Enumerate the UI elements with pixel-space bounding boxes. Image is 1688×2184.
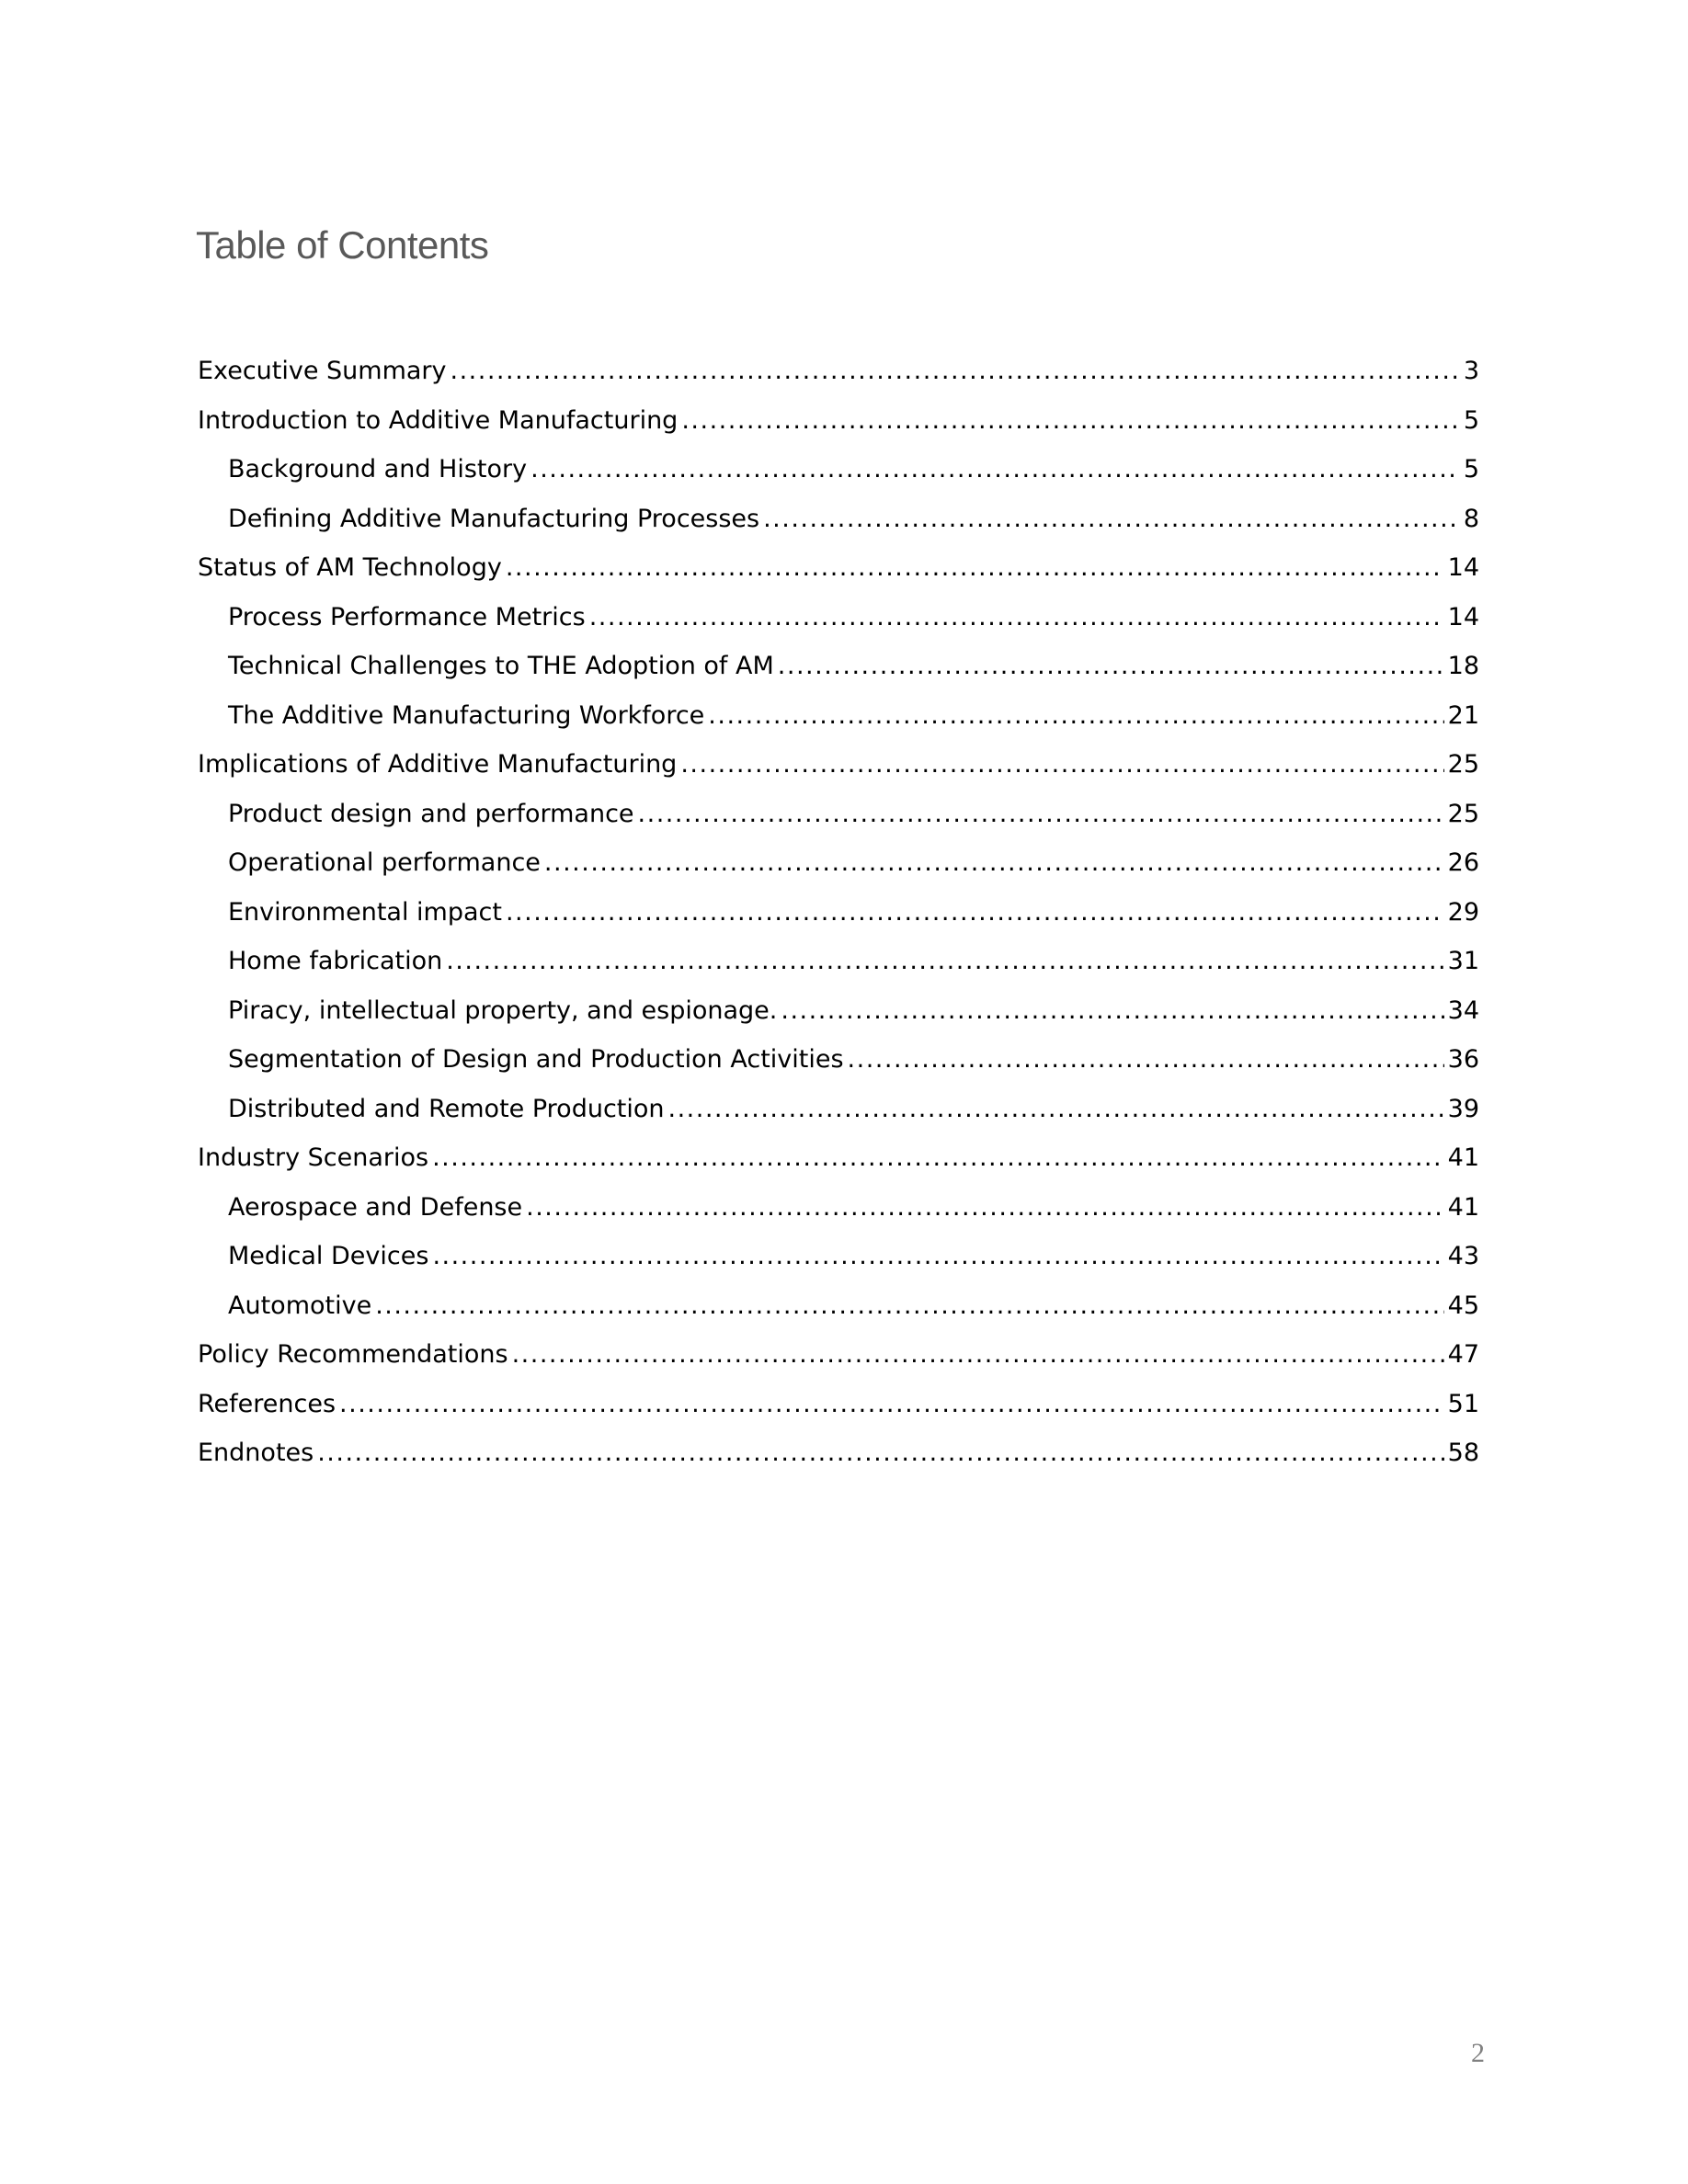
- toc-entry-title[interactable]: Aerospace and Defense: [228, 1192, 523, 1222]
- toc-entry-page-number[interactable]: 5: [1463, 405, 1479, 435]
- toc-entry-title[interactable]: Implications of Additive Manufacturing: [198, 750, 678, 779]
- dot-leader: [848, 1035, 1444, 1085]
- table-of-contents: [198, 347, 1479, 1478]
- toc-entry-title[interactable]: Environmental impact: [228, 897, 502, 927]
- toc-entry-page-number[interactable]: 18: [1447, 652, 1479, 680]
- toc-entry[interactable]: [198, 937, 1479, 986]
- toc-entry-page-number[interactable]: 41: [1447, 1192, 1479, 1222]
- dot-leader: [526, 1183, 1444, 1233]
- dot-leader: [339, 1380, 1444, 1429]
- toc-entry[interactable]: [198, 1232, 1479, 1281]
- toc-entry[interactable]: [198, 593, 1479, 643]
- page-number: 2: [1471, 2038, 1485, 2068]
- toc-entry-page-number[interactable]: 41: [1447, 1143, 1479, 1172]
- toc-entry-page-number[interactable]: 26: [1447, 848, 1479, 877]
- toc-entry[interactable]: [198, 1428, 1479, 1478]
- toc-entry-title[interactable]: Industry Scenarios: [198, 1143, 429, 1172]
- toc-entry[interactable]: [198, 445, 1479, 495]
- toc-entry[interactable]: [198, 1183, 1479, 1233]
- toc-entry-title[interactable]: Segmentation of Design and Production Activities: [228, 1045, 844, 1074]
- dot-leader: [589, 593, 1444, 643]
- dot-leader: [544, 838, 1444, 888]
- toc-entry[interactable]: [198, 495, 1479, 544]
- dot-leader: [681, 396, 1459, 446]
- dot-leader: [781, 986, 1443, 1036]
- toc-entry[interactable]: [198, 1035, 1479, 1085]
- dot-leader: [638, 790, 1444, 839]
- toc-entry-page-number[interactable]: 25: [1447, 799, 1479, 828]
- toc-entry-title[interactable]: Defining Additive Manufacturing Processes: [228, 504, 760, 533]
- toc-entry[interactable]: [198, 1380, 1479, 1429]
- toc-entry-page-number[interactable]: 45: [1447, 1291, 1479, 1320]
- dot-leader: [530, 445, 1460, 495]
- toc-entry[interactable]: [198, 986, 1479, 1036]
- toc-entry-page-number[interactable]: 3: [1463, 357, 1479, 385]
- toc-entry-page-number[interactable]: 51: [1447, 1389, 1479, 1418]
- toc-entry-title[interactable]: Automotive: [228, 1291, 372, 1320]
- toc-entry-page-number[interactable]: 43: [1447, 1242, 1479, 1270]
- page-title: Table of Contents: [196, 223, 489, 267]
- toc-entry[interactable]: [198, 642, 1479, 691]
- dot-leader: [506, 888, 1444, 938]
- toc-entry-title[interactable]: Operational performance: [228, 848, 541, 877]
- toc-entry[interactable]: [198, 347, 1479, 396]
- toc-entry[interactable]: [198, 888, 1479, 938]
- toc-entry[interactable]: [198, 1133, 1479, 1183]
- toc-entry-title[interactable]: References: [198, 1389, 336, 1418]
- toc-entry-page-number[interactable]: 14: [1447, 602, 1479, 631]
- dot-leader: [708, 691, 1443, 741]
- toc-entry[interactable]: [198, 1085, 1479, 1134]
- toc-entry-page-number[interactable]: 31: [1447, 947, 1479, 975]
- dot-leader: [506, 543, 1444, 593]
- toc-entry[interactable]: [198, 396, 1479, 446]
- toc-entry-page-number[interactable]: 34: [1447, 995, 1479, 1025]
- dot-leader: [432, 1232, 1443, 1281]
- toc-entry-page-number[interactable]: 25: [1447, 750, 1479, 779]
- toc-entry-title[interactable]: Product design and performance: [228, 799, 634, 828]
- dot-leader: [317, 1428, 1443, 1478]
- toc-entry-title[interactable]: Process Performance Metrics: [228, 602, 586, 631]
- toc-entry-page-number[interactable]: 14: [1447, 553, 1479, 582]
- toc-entry-page-number[interactable]: 36: [1447, 1045, 1479, 1074]
- dot-leader: [680, 740, 1443, 790]
- toc-entry-title[interactable]: Executive Summary: [198, 357, 447, 385]
- toc-entry-page-number[interactable]: 58: [1447, 1439, 1479, 1467]
- toc-entry[interactable]: [198, 543, 1479, 593]
- dot-leader: [446, 937, 1443, 986]
- toc-entry[interactable]: [198, 691, 1479, 741]
- toc-entry-page-number[interactable]: 21: [1447, 700, 1479, 730]
- toc-entry-title[interactable]: Status of AM Technology: [198, 553, 502, 582]
- toc-entry-page-number[interactable]: 5: [1463, 455, 1479, 483]
- dot-leader: [512, 1330, 1444, 1380]
- toc-entry[interactable]: [198, 1281, 1479, 1331]
- toc-entry-title[interactable]: Policy Recommendations: [198, 1340, 508, 1369]
- toc-entry-title[interactable]: Piracy, intellectual property, and espionage.: [228, 995, 778, 1025]
- dot-leader: [375, 1281, 1443, 1331]
- toc-entry-page-number[interactable]: 39: [1447, 1094, 1479, 1123]
- dot-leader: [778, 642, 1444, 691]
- dot-leader: [432, 1133, 1444, 1183]
- toc-entry-page-number[interactable]: 47: [1447, 1340, 1479, 1369]
- toc-entry-title[interactable]: Introduction to Additive Manufacturing: [198, 405, 679, 435]
- toc-entry[interactable]: [198, 1330, 1479, 1380]
- toc-entry-page-number[interactable]: 8: [1463, 504, 1479, 533]
- toc-entry-title[interactable]: Background and History: [228, 455, 528, 483]
- toc-entry[interactable]: [198, 838, 1479, 888]
- dot-leader: [668, 1085, 1444, 1134]
- toc-entry-title[interactable]: Endnotes: [198, 1439, 314, 1467]
- toc-entry-title[interactable]: Distributed and Remote Production: [228, 1094, 665, 1123]
- toc-entry[interactable]: [198, 740, 1479, 790]
- toc-entry-title[interactable]: Home fabrication: [228, 947, 443, 975]
- dot-leader: [451, 347, 1460, 396]
- dot-leader: [763, 495, 1460, 544]
- toc-entry-title[interactable]: Medical Devices: [228, 1242, 429, 1270]
- toc-entry-page-number[interactable]: 29: [1447, 897, 1479, 927]
- toc-entry[interactable]: [198, 790, 1479, 839]
- toc-entry-title[interactable]: The Additive Manufacturing Workforce: [228, 700, 705, 730]
- toc-entry-title[interactable]: Technical Challenges to THE Adoption of AM: [228, 652, 774, 680]
